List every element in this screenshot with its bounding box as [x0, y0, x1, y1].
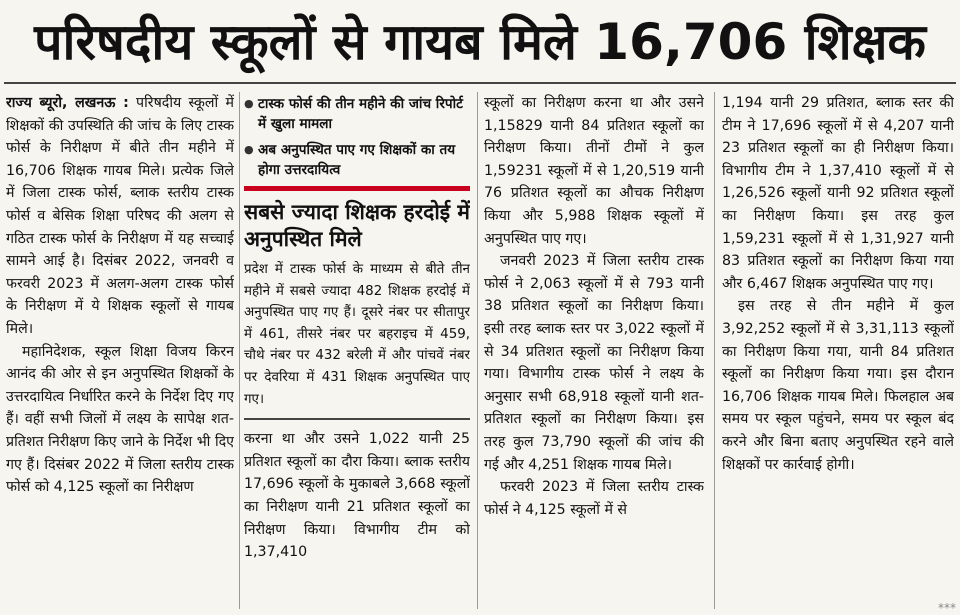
byline: राज्य ब्यूरो, लखनऊ : — [6, 95, 129, 111]
box-text: प्रदेश में टास्क फोर्स के माध्यम से बीते तीन महीने में सबसे ज्यादा 482 शिक्षक हरदोई में अनुपस्थित पाए गए हैं। दूसरे नंबर पर सीतापुर में 461, तीसरे नंबर पर बहराइच में 459, चौथे नंबर पर 432 बरेली में और पांचवें नंबर पर देवरिया में 431 शिक्षक अनुपस्थित पाए गए। — [244, 262, 470, 407]
highlight-text-2: अब अनुपस्थित पाए गए शिक्षकों का तय होगा उत्तरदायित्व — [258, 142, 456, 178]
bullet-icon: ● — [244, 97, 254, 110]
red-divider — [244, 186, 470, 191]
column-1 — [6, 92, 234, 615]
column-3 — [484, 92, 704, 615]
column-divider — [239, 92, 240, 609]
paragraph-5: फरवरी 2023 में जिला स्तरीय टास्क फोर्स ने 4,125 स्कूलों में से — [484, 479, 704, 518]
paragraph-3: स्कूलों का निरीक्षण करना था और उसने 1,15829 यानी 84 प्रतिशत स्कूलों का निरीक्षण किया। तीनों टीमों ने कुल 1,59231 स्कूलों में से 1,20,519 यानी 76 प्रतिशत स्कूलों का औचक निरीक्षण किया और 5,988 शिक्षक स्कूलों में अनुपस्थित पाए गए। — [484, 95, 704, 247]
box-divider — [244, 418, 470, 420]
column-2-continuation: करना था और उसने 1,022 यानी 25 प्रतिशत स्कूलों का दौरा किया। ब्लाक स्तरीय 17,696 स्कूलों के मुकाबले 3,668 स्कूलों का निरीक्षण यानी 21 प्रतिशत स्कूलों का निरीक्षण किया। विभागीय टीम को 1,37,410 — [244, 431, 470, 561]
paragraph-2: महानिदेशक, स्कूल शिक्षा विजय किरन आनंद की ओर से इन अनुपस्थित शिक्षकों के उत्तरदायित्व निर्धारित करने के निर्देश दिए गए हैं। वहीं सभी जिलों में लक्ष्य के सापेक्ष शत-प्रतिशत निरीक्षण किए जाने के निर्देश भी दिए गए हैं। दिसंबर 2022 में जिला स्तरीय टास्क फोर्स को 4,125 स्कूलों का निरीक्षण — [6, 343, 234, 496]
end-marker: *** — [938, 601, 956, 615]
paragraph-4: जनवरी 2023 में जिला स्तरीय टास्क फोर्स ने 2,063 स्कूलों में से 793 यानी 38 प्रतिशत स्कूलों का निरीक्षण किया। इसी तरह ब्लाक स्तर पर 3,022 स्कूलों में से 34 प्रतिशत स्कूलों का निरीक्षण किया गया। विभागीय टास्क फोर्स ने लक्ष्य के अनुसार सभी 68,918 स्कूलों यानी शत-प्रतिशत स्कूलों का निरीक्षण किया। इस तरह कुल 73,790 स्कूलों की जांच की गई और 4,251 शिक्षक गायब मिले। — [484, 253, 704, 473]
column-4 — [722, 92, 954, 615]
paragraph-6: 1,194 यानी 29 प्रतिशत, ब्लाक स्तर की टीम ने 17,696 स्कूलों में से 4,207 यानी 23 प्रतिशत स्कूलों का ही निरीक्षण किया। विभागीय टीम ने 1,37,410 स्कूलों में से 1,26,526 स्कूलों यानी 92 प्रतिशत स्कूलों का निरीक्षण किया। इस तरह कुल 1,59,231 स्कूलों में से 1,31,927 यानी 83 प्रतिशत स्कूलों का निरीक्षण किया गया और 6,467 शिक्षक अनुपस्थित पाए गए। — [722, 95, 954, 292]
highlight-text-1: टास्क फोर्स की तीन महीने की जांच रिपोर्ट में खुला मामला — [258, 96, 463, 132]
highlight-item — [244, 140, 470, 180]
bullet-icon: ● — [244, 143, 254, 156]
box-title: सबसे ज्यादा शिक्षक हरदोई में अनुपस्थित मिले — [244, 200, 470, 251]
highlight-item — [244, 94, 470, 134]
highlights — [244, 92, 470, 180]
headline: परिषदीय स्कूलों से गायब मिले 16,706 शिक्षक — [34, 13, 926, 71]
headline-rule — [4, 82, 956, 84]
col1-p1-text: परिषदीय स्कूलों में शिक्षकों की उपस्थिति की जांच के लिए टास्क फोर्स के निरीक्षण में बीते तीन महीने में 16,706 शिक्षक गायब मिले। प्रत्येक जिले में जिला टास्क फोर्स, ब्लाक स्तरीय टास्क फोर्स व बेसिक शिक्षा परिषद की अलग से गठित टास्क फोर्स के निरीक्षण में यह सच्चाई सामने आई है। दिसंबर 2022, जनवरी व फरवरी 2023 में अलग-अलग टास्क फोर्स के निरीक्षण में ये शिक्षक स्कूलों से गायब मिले। — [6, 95, 234, 337]
column-divider — [477, 92, 478, 609]
column-2 — [244, 92, 470, 615]
paragraph-7: इस तरह से तीन महीने में कुल 3,92,252 स्कूलों में से 3,31,113 स्कूलों का निरीक्षण किया गया, यानी 84 प्रतिशत स्कूलों का निरीक्षण किया गया। इस दौरान 16,706 शिक्षक गायब मिले। फिलहाल अब समय पर स्कूल पहुंचने, समय पर स्कूल बंद करने और बिना बताए अनुपस्थित रहने वाले शिक्षकों पर कार्रवाई होगी। — [722, 298, 954, 473]
paragraph-1 — [6, 92, 234, 341]
column-divider — [714, 92, 715, 609]
